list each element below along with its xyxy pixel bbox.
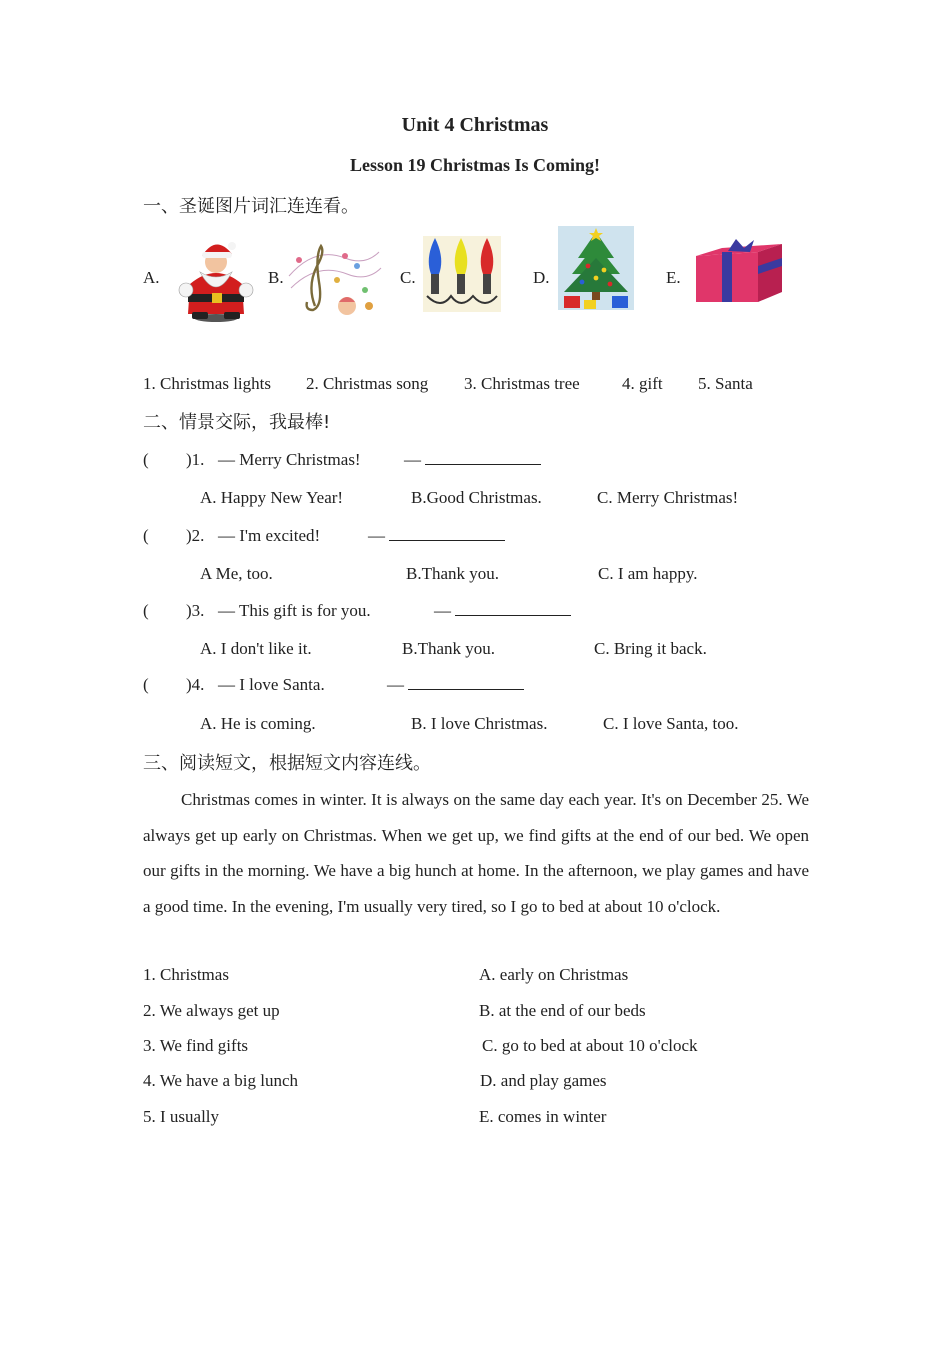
match-right-a[interactable]: A. early on Christmas: [479, 965, 629, 984]
option-4a: A. He is coming.: [200, 714, 316, 733]
question-prompt-2: — I'm excited!: [218, 526, 321, 545]
reading-passage: Christmas comes in winter. It is always on the same day each year. It's on December 25. We always get up early on Christmas. When we get up, we find gifts at the end of our bed. We open our gifts in the morning. We have a big hunch at home. In the afternoon, we play games and have a good time. In the evening, I'm usually very tired, so I go to bed at about 10 o'clock.: [143, 790, 809, 916]
match-left-1[interactable]: 1. Christmas: [143, 965, 229, 984]
option-1c: C. Merry Christmas!: [597, 488, 739, 507]
gift-box-icon: [692, 236, 784, 304]
option-1b: B.Good Christmas.: [411, 488, 542, 507]
option-4b: B. I love Christmas.: [411, 714, 548, 733]
question-prompt-3: — This gift is for you.: [218, 601, 371, 620]
answer-paren-1[interactable]: (: [143, 450, 149, 469]
santa-icon: [170, 232, 262, 324]
image-label-d: D.: [533, 268, 550, 287]
match-right-e[interactable]: E. comes in winter: [479, 1107, 607, 1126]
word-1: 1. Christmas lights: [143, 374, 271, 393]
question-number-3: )3.: [186, 601, 205, 620]
image-label-e: E.: [666, 268, 681, 287]
christmas-tree-icon: [558, 226, 634, 310]
image-label-c: C.: [400, 268, 416, 287]
match-right-b[interactable]: B. at the end of our beds: [479, 1001, 646, 1020]
section1-heading: 一、圣诞图片词汇连连看。: [143, 196, 359, 217]
match-left-2[interactable]: 2. We always get up: [143, 1001, 280, 1020]
question-number-1: )1.: [186, 450, 205, 469]
answer-blank-4[interactable]: [408, 675, 524, 690]
option-2c: C. I am happy.: [598, 564, 698, 583]
option-4c: C. I love Santa, too.: [603, 714, 739, 733]
image-label-a: A.: [143, 268, 160, 287]
option-3a: A. I don't like it.: [200, 639, 312, 658]
word-3: 3. Christmas tree: [464, 374, 580, 393]
music-notes-icon: [285, 236, 383, 322]
option-3b: B.Thank you.: [402, 639, 496, 658]
option-3c: C. Bring it back.: [594, 639, 707, 658]
reply-dash-2: —: [368, 526, 385, 545]
christmas-lights-icon: [423, 236, 501, 312]
answer-blank-1[interactable]: [425, 450, 541, 465]
option-2a: A Me, too.: [200, 564, 273, 583]
image-label-b: B.: [268, 268, 284, 287]
word-5: 5. Santa: [698, 374, 753, 393]
question-prompt-4: — I love Santa.: [218, 675, 325, 694]
answer-paren-2[interactable]: (: [143, 526, 149, 545]
answer-blank-2[interactable]: [389, 526, 505, 541]
match-right-c[interactable]: C. go to bed at about 10 o'clock: [482, 1036, 698, 1055]
match-left-3[interactable]: 3. We find gifts: [143, 1036, 249, 1055]
section2-heading: 二、情景交际，我最棒!: [143, 412, 331, 433]
answer-paren-4[interactable]: (: [143, 675, 149, 694]
option-1a: A. Happy New Year!: [200, 488, 344, 507]
question-number-4: )4.: [186, 675, 205, 694]
page-title: Unit 4 Christmas: [401, 114, 549, 136]
match-left-4[interactable]: 4. We have a big lunch: [143, 1071, 299, 1090]
section3-heading: 三、阅读短文，根据短文内容连线。: [143, 753, 431, 774]
match-right-d[interactable]: D. and play games: [480, 1071, 607, 1090]
question-prompt-1: — Merry Christmas!: [218, 450, 361, 469]
option-2b: B.Thank you.: [406, 564, 500, 583]
answer-blank-3[interactable]: [455, 601, 571, 616]
reply-dash-3: —: [434, 601, 451, 620]
match-left-5[interactable]: 5. I usually: [143, 1107, 220, 1126]
reply-dash-1: —: [404, 450, 421, 469]
question-number-2: )2.: [186, 526, 205, 545]
word-2: 2. Christmas song: [306, 374, 429, 393]
word-4: 4. gift: [622, 374, 663, 393]
answer-paren-3[interactable]: (: [143, 601, 149, 620]
lesson-subtitle: Lesson 19 Christmas Is Coming!: [349, 155, 601, 175]
reply-dash-4: —: [387, 675, 404, 694]
